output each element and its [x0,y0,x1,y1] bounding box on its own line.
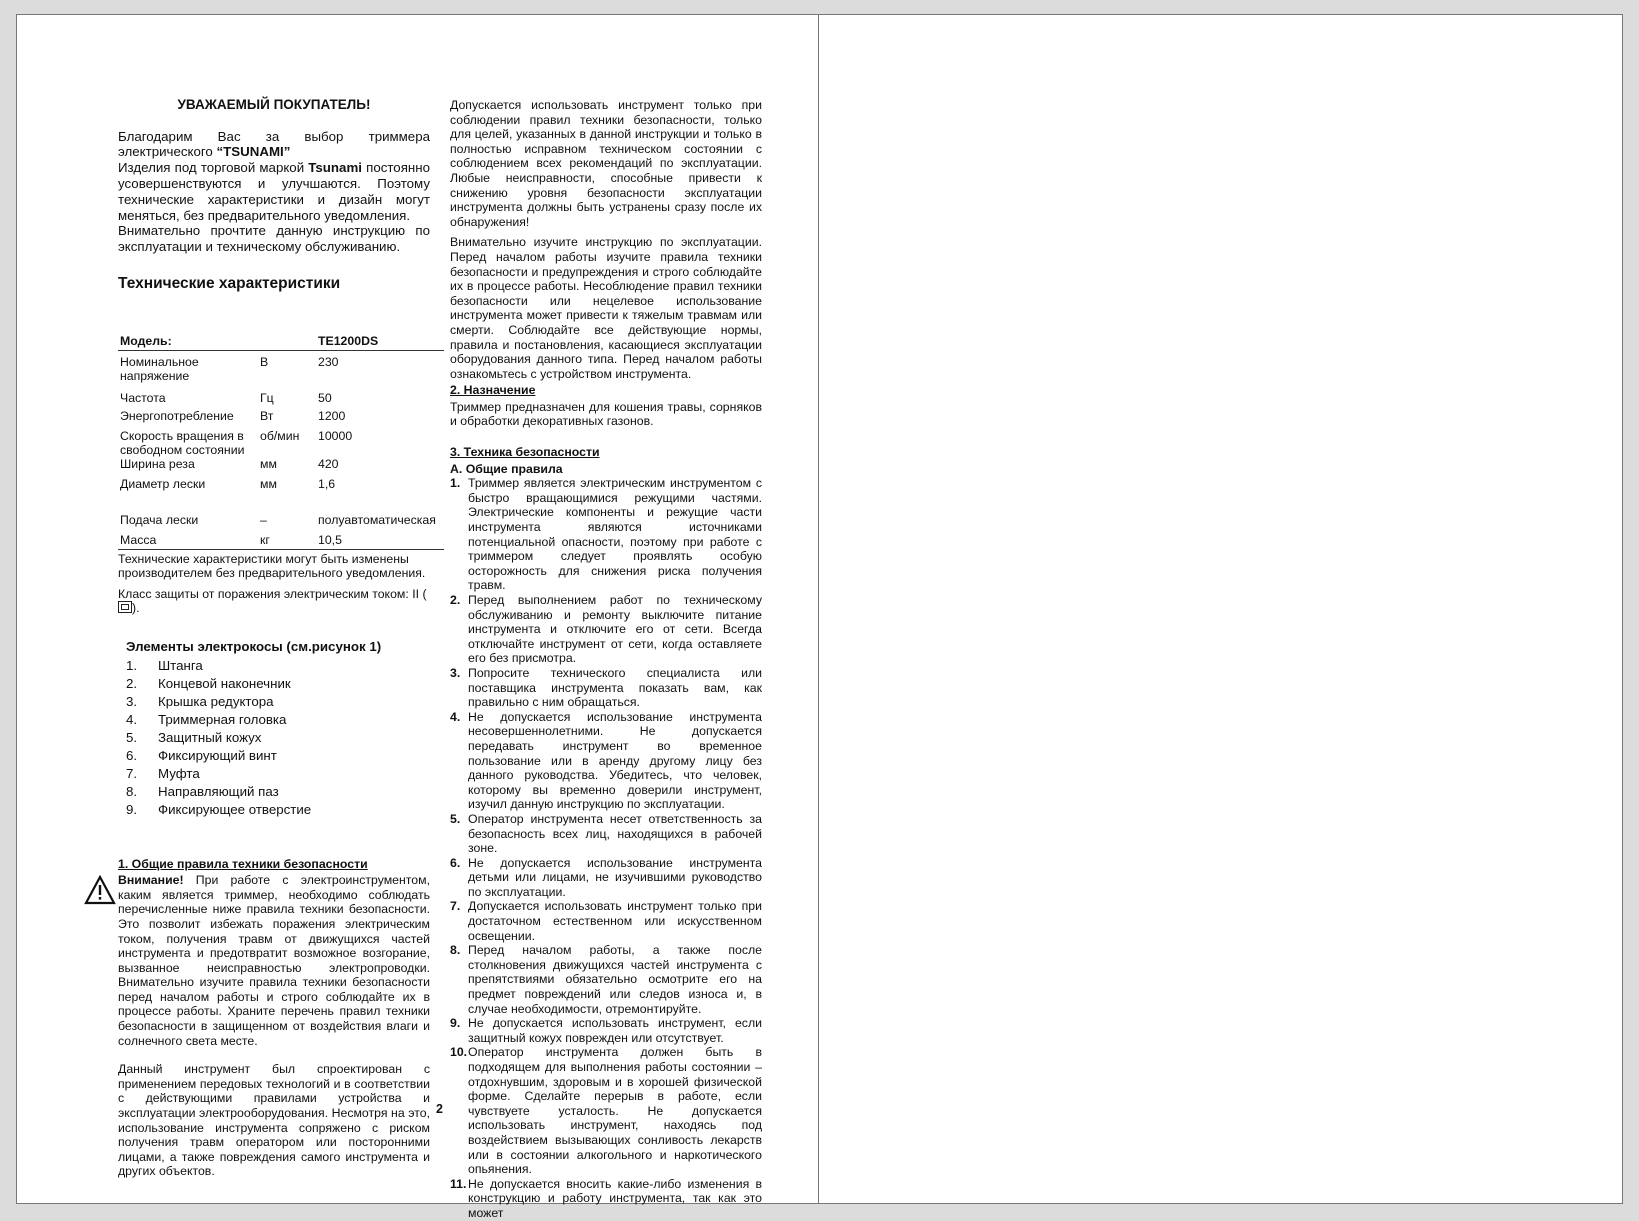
spacer [118,1048,430,1062]
intro-thanks-text: Благодарим Вас за выбор триммера электрического [118,128,430,160]
intro-brand-text-a: Изделия под торговой маркой [118,160,309,176]
rule-text: Не допускается вносить какие-либо изменения в конструкцию и работу инструмента, так как это может [468,1176,762,1220]
list-item [126,731,430,749]
design-paragraph: Данный инструмент был спроектирован с применением передовых технологий и в соответствии с действующими правилами устройства и эксплуатации электрооборудования. Несмотря на это, использование инструмента сопряжено с риском получения травм оператором или посторонними лицами, а также повреждения самого инструмента и других объектов. [118,1062,430,1179]
warning-triangle-icon [84,875,116,909]
attention-paragraph [118,873,430,1048]
specs-row [118,471,444,511]
specs-header-row [118,334,444,351]
left-column [118,97,436,1179]
spec-value: полуавтоматическая [318,512,436,527]
item-label: Направляющий паз [158,783,279,799]
model-label: Модель: [118,334,258,351]
list-item [126,659,430,677]
spec-name: Скорость вращения в свободном состоянии [120,428,245,457]
list-item [126,785,430,803]
rule-number: 5. [450,811,461,826]
rule-text: Триммер является электрическим инструментом с быстро вращающимися режущими частями. Электрические компоненты и режущие части инструмента являются источниками потенциальной опасности, поэтому при работе с триммером следует проявлять особую осторожность для снижения риска получения травм. [468,476,762,593]
specs-row [118,511,444,527]
protection-class-text: Класс защиты от поражения электрическим током: II ( [118,586,427,601]
spec-unit: – [260,512,267,527]
spec-unit: кг [258,527,316,550]
list-item [450,476,762,593]
greeting-title: УВАЖАЕМЫЙ ПОКУПАТЕЛЬ! [177,97,371,112]
list-item [450,1016,762,1045]
rule-text: Перед выполнением работ по техническому обслуживанию и ремонту выключите питание инструмента и отключите его от сети. Всегда отключайте инструмент от сети, когда оставляете его без присмотра. [468,593,762,666]
item-label: Штанга [158,657,203,673]
specs-row [118,405,444,423]
safety-heading-general: 1. Общие правила техники безопасности [118,856,368,871]
list-item [126,767,430,785]
list-item [450,666,762,710]
spec-value: 1200 [318,408,346,423]
spec-unit: Гц [260,390,274,405]
item-label: Триммерная головка [158,711,287,727]
item-number: 4. [126,711,138,727]
rule-text: Оператор инструмента несет ответственность за безопасность всех лиц, находящихся в рабочей зоне. [468,811,762,856]
specs-row [118,457,444,471]
rule-text: Оператор инструмента должен быть в подходящем для выполнения работы состоянии – отдохнувшим, здоровым и в хорошей физической форме. Сделайте перерыв в работе, если чувствуете усталость. Не допускается использовать инструмент, находясь под воздействием вызывающих сонливость лекарств или в состоянии алкогольного и наркотического опьянения. [468,1045,762,1177]
spec-value: 10,5 [316,527,444,550]
specs-heading: Технические характеристики [118,274,341,292]
spec-name: Энергопотребление [120,408,234,423]
rules-list [450,476,762,1220]
spacer [450,429,762,443]
rule-text: Не допускается использование инструмента детьми или лицами, не изучившими руководство по эксплуатации. [468,855,762,899]
list-item [126,713,430,731]
item-label: Защитный кожух [158,729,262,745]
specs-table [118,334,444,550]
rule-number: 9. [450,1016,461,1031]
rule-number: 7. [450,899,461,914]
model-unit-cell [258,334,316,351]
list-item [450,1045,762,1176]
rule-number: 2. [450,593,461,607]
general-rules-label: А. Общие правила [450,461,563,476]
spec-name: Частота [120,390,166,405]
spec-name: Ширина реза [120,456,195,471]
item-number: 8. [126,783,138,799]
attention-text: При работе с электроинструментом, каким является триммер, необходимо соблюдать перечисленные ниже правила техники безопасности. Это позволит избежать поражения электрическим током, получения травм от движущихся частей инструмента и предотвратит возможное возгорание, вызванное неисправностью электропроводки. Внимательно изучите правила техники безопасности перед началом работы и строго соблюдайте их в процессе работы. Храните перечень правил техники безопасности в защищенном от воздействия влаги и солнечного света месте. [118,873,430,1048]
purpose-text: Триммер предназначен для кошения травы, сорняков и обработки декоративных газонов. [450,399,762,429]
rule-number: 11. [450,1176,467,1191]
rule-number: 1. [450,476,461,491]
spec-unit: об/мин [260,428,300,443]
spec-unit: мм [260,476,277,491]
list-item [450,710,762,812]
specs-row [118,350,444,383]
attention-block [118,873,430,1048]
spec-value: 1,6 [318,476,336,491]
intro-brand [118,160,430,223]
page-divider [818,14,819,1204]
spec-name: Номинальное напряжение [120,354,199,383]
safety-heading: 3. Техника безопасности [450,445,600,460]
spec-name: Диаметр лески [120,476,206,491]
list-item [126,695,430,713]
list-item [126,677,430,695]
rule-number: 4. [450,709,461,724]
spec-unit: мм [260,456,277,471]
spec-value: 230 [318,354,339,369]
protection-class [118,587,430,616]
item-number: 3. [126,693,138,709]
list-item [450,593,762,666]
attention-label: Внимание! [118,873,184,888]
brand-quote: “TSUNAMI” [216,144,291,160]
list-item [450,943,762,1016]
intro-thanks [118,129,430,161]
item-number: 1. [126,657,138,673]
specs-row [118,527,444,550]
intro-brand-text-c: постоянно усовершенствуются и улучшаются. Поэтому технические характеристики и дизайн могут меняться, без предварительного уведомления. [118,160,430,223]
spec-name: Подача лески [120,512,199,527]
list-item [450,856,762,900]
list-item [126,803,430,821]
rule-text: Не допускается использование инструмента несовершеннолетними. Не допускается передавать инструмент во временное пользование или в аренду другому лицу без данного руководства. Убедитесь, что человек, которому вы временно доверили инструмент, изучил данную инструкцию по эксплуатации. [468,709,762,812]
rule-text: Допускается использовать инструмент только при достаточном естественном или искусственном освещении. [468,899,762,943]
purpose-heading: 2. Назначение [450,383,536,398]
item-label: Фиксирующее отверстие [158,801,312,817]
rule-text: Перед началом работы, а также после столкновения движущихся частей инструмента с препятствиями обязательно осмотрите его на предмет повреждений или следов износа и, в случае необходимости, отремонтируйте. [468,943,762,1016]
list-item [126,749,430,767]
item-label: Концевой наконечник [158,675,291,691]
right-column [450,98,762,1221]
elements-list [118,659,430,821]
item-label: Муфта [158,765,200,781]
rule-text: Попросите технического специалиста или поставщика инструмента показать вам, как правильно с ним обращаться. [468,665,762,710]
rule-text: Не допускается использовать инструмент, если защитный кожух поврежден или отсутствует. [468,1016,762,1045]
intro-read: Внимательно прочтите данную инструкцию по эксплуатации и техническому обслуживанию. [118,223,430,255]
spec-unit: В [260,354,269,369]
list-item [450,1177,762,1221]
rule-number: 3. [450,665,461,680]
spec-unit: Вт [260,408,274,423]
item-number: 5. [126,729,138,745]
item-number: 9. [126,801,138,817]
specs-row [118,383,444,405]
elements-heading: Элементы электрокосы (см.рисунок 1) [126,638,382,654]
brand-name: Tsunami [308,160,362,176]
model-value: TE1200DS [316,334,444,351]
rule-number: 6. [450,855,461,870]
item-number: 6. [126,747,138,763]
double-insulation-icon [118,601,132,613]
study-paragraph: Внимательно изучите инструкцию по эксплуатации. Перед началом работы изучите правила техники безопасности и предупреждения и строго соблюдайте их в процессе работы. Несоблюдение правил техники безопасности или нецелевое использование инструмента может привести к тяжелым травмам или смерти. Соблюдайте все действующие нормы, правила и постановления, касающиеся эксплуатации оборудования данного типа. Перед началом работы ознакомьтесь с устройством инструмента. [450,235,762,381]
item-number: 7. [126,765,138,781]
page-number: 2 [436,1102,443,1116]
protection-class-suffix: ). [132,601,140,616]
rule-number: 8. [450,943,461,958]
item-label: Фиксирующий винт [158,747,277,763]
rule-number: 10. [450,1045,468,1060]
spec-value: 50 [318,390,332,405]
spec-value: 420 [318,456,339,471]
item-number: 2. [126,675,138,691]
list-item [450,812,762,856]
spec-value: 10000 [318,428,353,443]
specs-row [118,423,444,457]
specs-note: Технические характеристики могут быть изменены производителем без предварительного уведомления. [118,551,426,581]
spec-name: Масса [118,527,258,550]
item-label: Крышка редуктора [158,693,274,709]
usage-paragraph: Допускается использовать инструмент только при соблюдении правил техники безопасности, только для целей, указанных в данной инструкции и только в полностью исправном техническом состоянии с соблюдением всех рекомендаций по эксплуатации. Любые неисправности, способные привести к снижению уровня безопасности эксплуатации инструмента должны быть устранены сразу после их обнаружения! [450,98,762,229]
list-item [450,899,762,943]
